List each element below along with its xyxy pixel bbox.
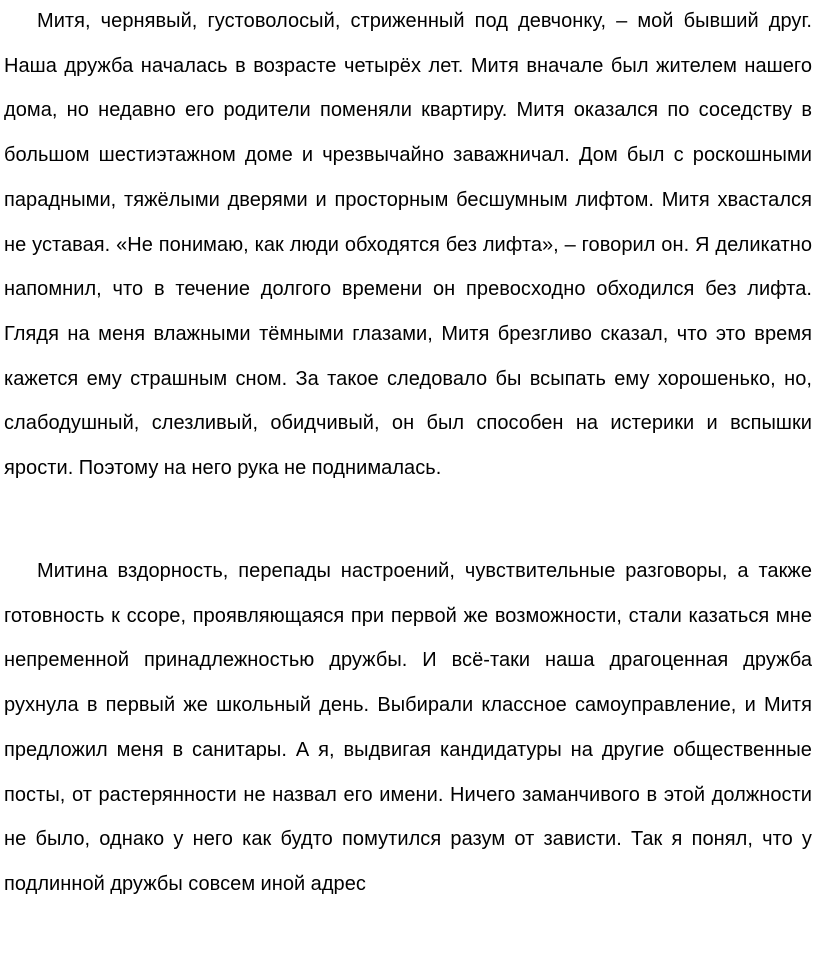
paragraph-1: Митя, чернявый, густоволосый, стриженный под девчонку, – мой бывший друг. Наша дружба началась в возрасте четырёх лет. Митя вначале был жителем нашего дома, но недавно его родители поменяли квартиру. Митя оказался по соседству в большом шестиэтажном доме и чрезвычайно заважничал. Дом был с роскошными парадными, тяжёлыми дверями и просторным бесшумным лифтом. Митя хвастался не уставая. «Не понимаю, как люди обходятся без лифта», – говорил он. Я деликатно напомнил, что в течение долгого времени он превосходно обходился без лифта. Глядя на меня влажными тёмными глазами, Митя брезгливо сказал, что это время кажется ему страшным сном. За такое следовало бы всыпать ему хорошенько, но, слабодушный, слезливый, обидчивый, он был способен на истерики и вспышки ярости. Поэтому на него рука не поднималась. xyxy=(4,10,812,480)
document-page xyxy=(4,0,812,976)
paragraph-2: Митина вздорность, перепады настроений, чувствительные разговоры, а также готовность к ссоре, проявляющаяся при первой же возможности, стали казаться мне непременной принадлежностью дружбы. И всё-таки наша драгоценная дружба рухнула в первый же школьный день. Выбирали классное самоуправление, и Митя предложил меня в санитары. А я, выдвигая кандидатуры на другие общественные посты, от растерянности не назвал его имени. Ничего заманчивого в этой должности не было, однако у него как будто помутился разум от зависти. Так я понял, что у подлинной дружбы совсем иной адрес xyxy=(4,560,812,895)
